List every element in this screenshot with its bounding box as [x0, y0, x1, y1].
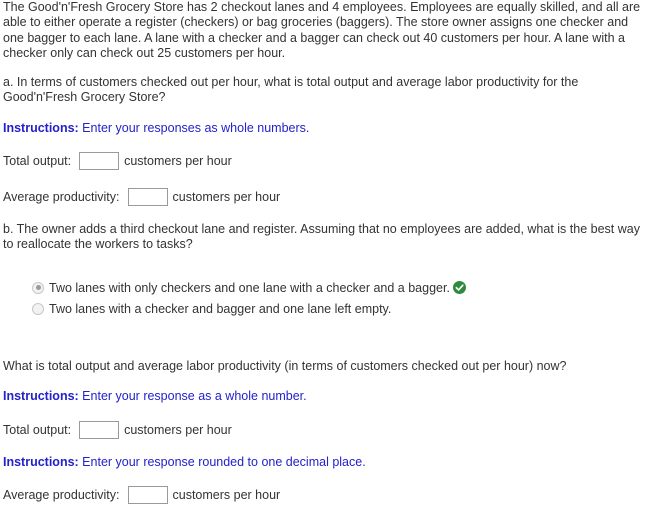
instructions-text: Enter your response rounded to one decimal place. — [78, 455, 366, 469]
total-output-label: Total output: — [3, 153, 72, 168]
avg-productivity-label: Average productivity: — [3, 487, 120, 502]
part-b-avg-productivity-row — [3, 484, 280, 504]
correct-check-icon — [453, 281, 466, 294]
part-b-total-output-input[interactable] — [79, 421, 119, 439]
problem-intro: The Good'n'Fresh Grocery Store has 2 checkout lanes and 4 employees. Employees are equally skilled, and all are able to either operate a register (checkers) or bag groceries (baggers). The store owner assigns one checker and one bagger to each lane. A lane with a checker and a bagger can check out 40 customers per hour. A lane with a checker only can check out 25 customers per hour. — [3, 0, 641, 61]
total-output-unit: customers per hour — [124, 422, 232, 437]
instructions-lead: Instructions: — [3, 389, 79, 403]
part-a-total-output-input[interactable] — [79, 152, 119, 170]
part-a-avg-productivity-input[interactable] — [128, 188, 168, 206]
option-label: Two lanes with a checker and bagger and one lane left empty. — [49, 301, 392, 316]
part-b-avg-productivity-input[interactable] — [128, 486, 168, 504]
instructions-text: Enter your response as a whole number. — [78, 389, 307, 403]
total-output-label: Total output: — [3, 422, 72, 437]
instructions-lead: Instructions: — [3, 455, 79, 469]
part-a-question: a. In terms of customers checked out per hour, what is total output and average labor productivity for the Good'n'Fresh Grocery Store? — [3, 75, 579, 105]
avg-productivity-label: Average productivity: — [3, 189, 120, 204]
part-b-instructions-2 — [3, 455, 366, 470]
avg-productivity-unit: customers per hour — [172, 487, 281, 502]
avg-productivity-unit: customers per hour — [172, 189, 281, 204]
radio-unselected[interactable] — [32, 303, 44, 315]
total-output-unit: customers per hour — [124, 153, 232, 168]
part-b-instructions-1 — [3, 389, 307, 404]
part-a-instructions — [3, 121, 309, 136]
instructions-lead: Instructions: — [3, 121, 79, 135]
part-b-follow-up: What is total output and average labor productivity (in terms of customers checked out per hour) now? — [3, 359, 567, 373]
instructions-text: Enter your responses as whole numbers. — [78, 121, 310, 135]
part-b-option-2[interactable] — [32, 300, 391, 316]
radio-selected[interactable] — [32, 282, 44, 294]
option-label: Two lanes with only checkers and one lane with a checker and a bagger. — [49, 280, 450, 295]
part-b-option-1[interactable] — [32, 279, 466, 295]
part-a-avg-productivity-row — [3, 186, 280, 206]
part-b-total-output-row — [3, 419, 232, 439]
part-a-total-output-row — [3, 150, 232, 170]
part-b-question: b. The owner adds a third checkout lane and register. Assuming that no employees are added, what is the best way to reallocate the workers to tasks? — [3, 222, 640, 252]
